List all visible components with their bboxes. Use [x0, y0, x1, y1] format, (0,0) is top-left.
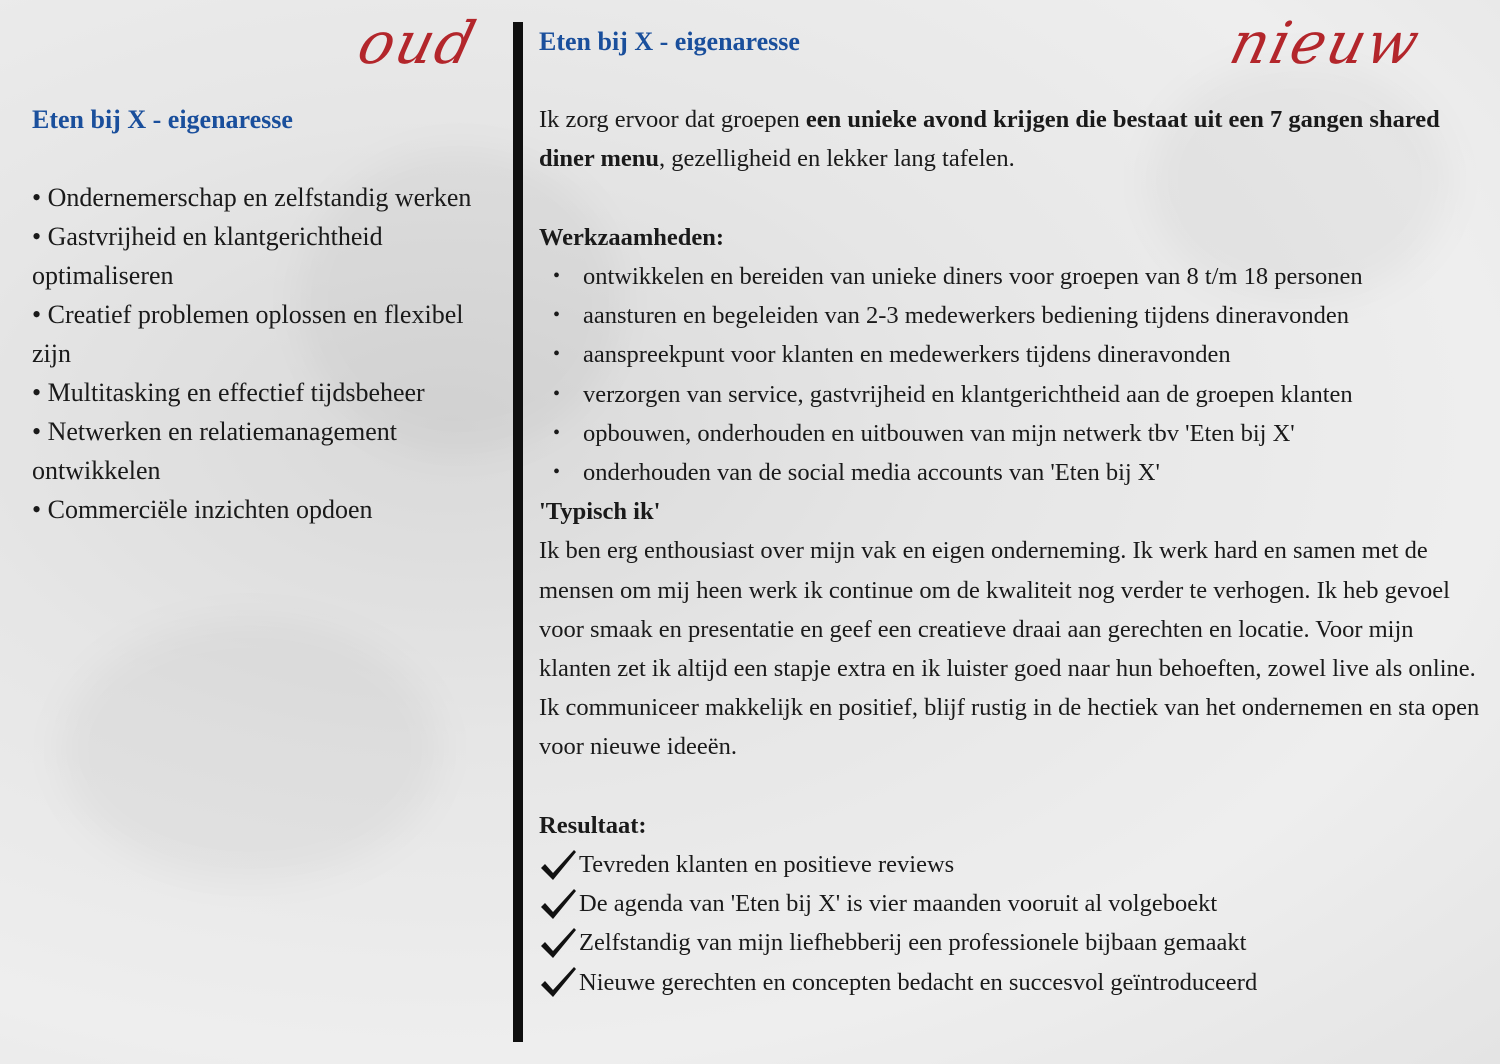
new-job-title: Eten bij X - eigenaresse — [539, 27, 800, 56]
result-text: Tevreden klanten en positieve reviews — [579, 851, 955, 879]
checkmark-icon — [539, 965, 577, 999]
old-bullet-item: • Ondernemerschap en zelfstandig werken — [32, 183, 472, 212]
result-text: De agenda van 'Eten bij X' is vier maanden vooruit al volgeboekt — [579, 890, 1218, 918]
intro-highlight: een unieke avond krijgen die bestaat uit een 7 gangen shared diner menu — [539, 106, 1440, 173]
checkmark-icon — [539, 926, 577, 960]
intro-paragraph — [539, 100, 1484, 178]
checkmark-icon — [539, 887, 577, 921]
task-item: • opbouwen, onderhouden en uitbouwen van mijn netwerk tbv 'Eten bij X' — [539, 414, 1484, 453]
results-heading: Resultaat: — [539, 811, 647, 839]
old-bullet-item: • Creatief problemen oplossen en flexibel zijn — [32, 300, 464, 368]
old-label: oud — [351, 9, 484, 77]
old-bullet-item: • Commerciële inzichten opdoen — [32, 495, 373, 524]
result-item — [539, 923, 1484, 962]
result-item — [539, 884, 1484, 923]
typical-paragraph: Ik ben erg enthousiast over mijn vak en eigen onderneming. Ik werk hard en samen met de mensen om mij heen werk ik continue om de kwaliteit nog verder te verhogen. Ik heb gevoel voor smaak en presentatie en geef een creatieve draai aan gerechten en locatie. Voor mijn klanten zet ik altijd een stapje extra en ik luister goed naar hun behoeften, zowel live als online. Ik communiceer makkelijk en positief, blijf rustig in de hectiek van het ondernemen en sta open voor nieuwe ideeën. — [539, 537, 1480, 761]
typical-heading: 'Typisch ik' — [539, 498, 661, 526]
new-column — [539, 22, 1484, 1002]
old-job-title: Eten bij X - eigenaresse — [32, 105, 293, 134]
result-text: Zelfstandig van mijn liefhebberij een professionele bijbaan gemaakt — [579, 929, 1247, 957]
task-item: • ontwikkelen en bereiden van unieke diners voor groepen van 8 t/m 18 personen — [539, 257, 1484, 296]
old-bullet-item: • Gastvrijheid en klantgerichtheid optimaliseren — [32, 222, 383, 290]
old-bullet-list — [32, 178, 472, 529]
result-item — [539, 845, 1484, 884]
task-item: • verzorgen van service, gastvrijheid en klantgerichtheid aan de groepen klanten — [539, 375, 1484, 414]
old-bullet-item: • Multitasking en effectief tijdsbeheer — [32, 378, 425, 407]
result-text: Nieuwe gerechten en concepten bedacht en succesvol geïntroduceerd — [579, 968, 1258, 996]
results-list — [539, 845, 1484, 1002]
tasks-heading: Werkzaamheden: — [539, 223, 725, 251]
old-column — [32, 100, 472, 529]
task-item: • aansturen en begeleiden van 2-3 medewerkers bediening tijdens dineravonden — [539, 296, 1484, 335]
task-item: • aanspreekpunt voor klanten en medewerkers tijdens dineravonden — [539, 335, 1484, 374]
checkmark-icon — [539, 848, 577, 882]
intro-suffix: , gezelligheid en lekker lang tafelen. — [659, 145, 1015, 173]
intro-prefix: Ik zorg ervoor dat groepen — [539, 106, 806, 134]
new-label: nieuw — [1223, 9, 1428, 77]
task-item: • onderhouden van de social media accounts van 'Eten bij X' — [539, 453, 1484, 492]
result-item — [539, 963, 1484, 1002]
background-stain — [60, 620, 440, 880]
column-divider — [513, 22, 523, 1042]
old-bullet-item: • Netwerken en relatiemanagement ontwikkelen — [32, 417, 397, 485]
tasks-list — [539, 257, 1484, 492]
